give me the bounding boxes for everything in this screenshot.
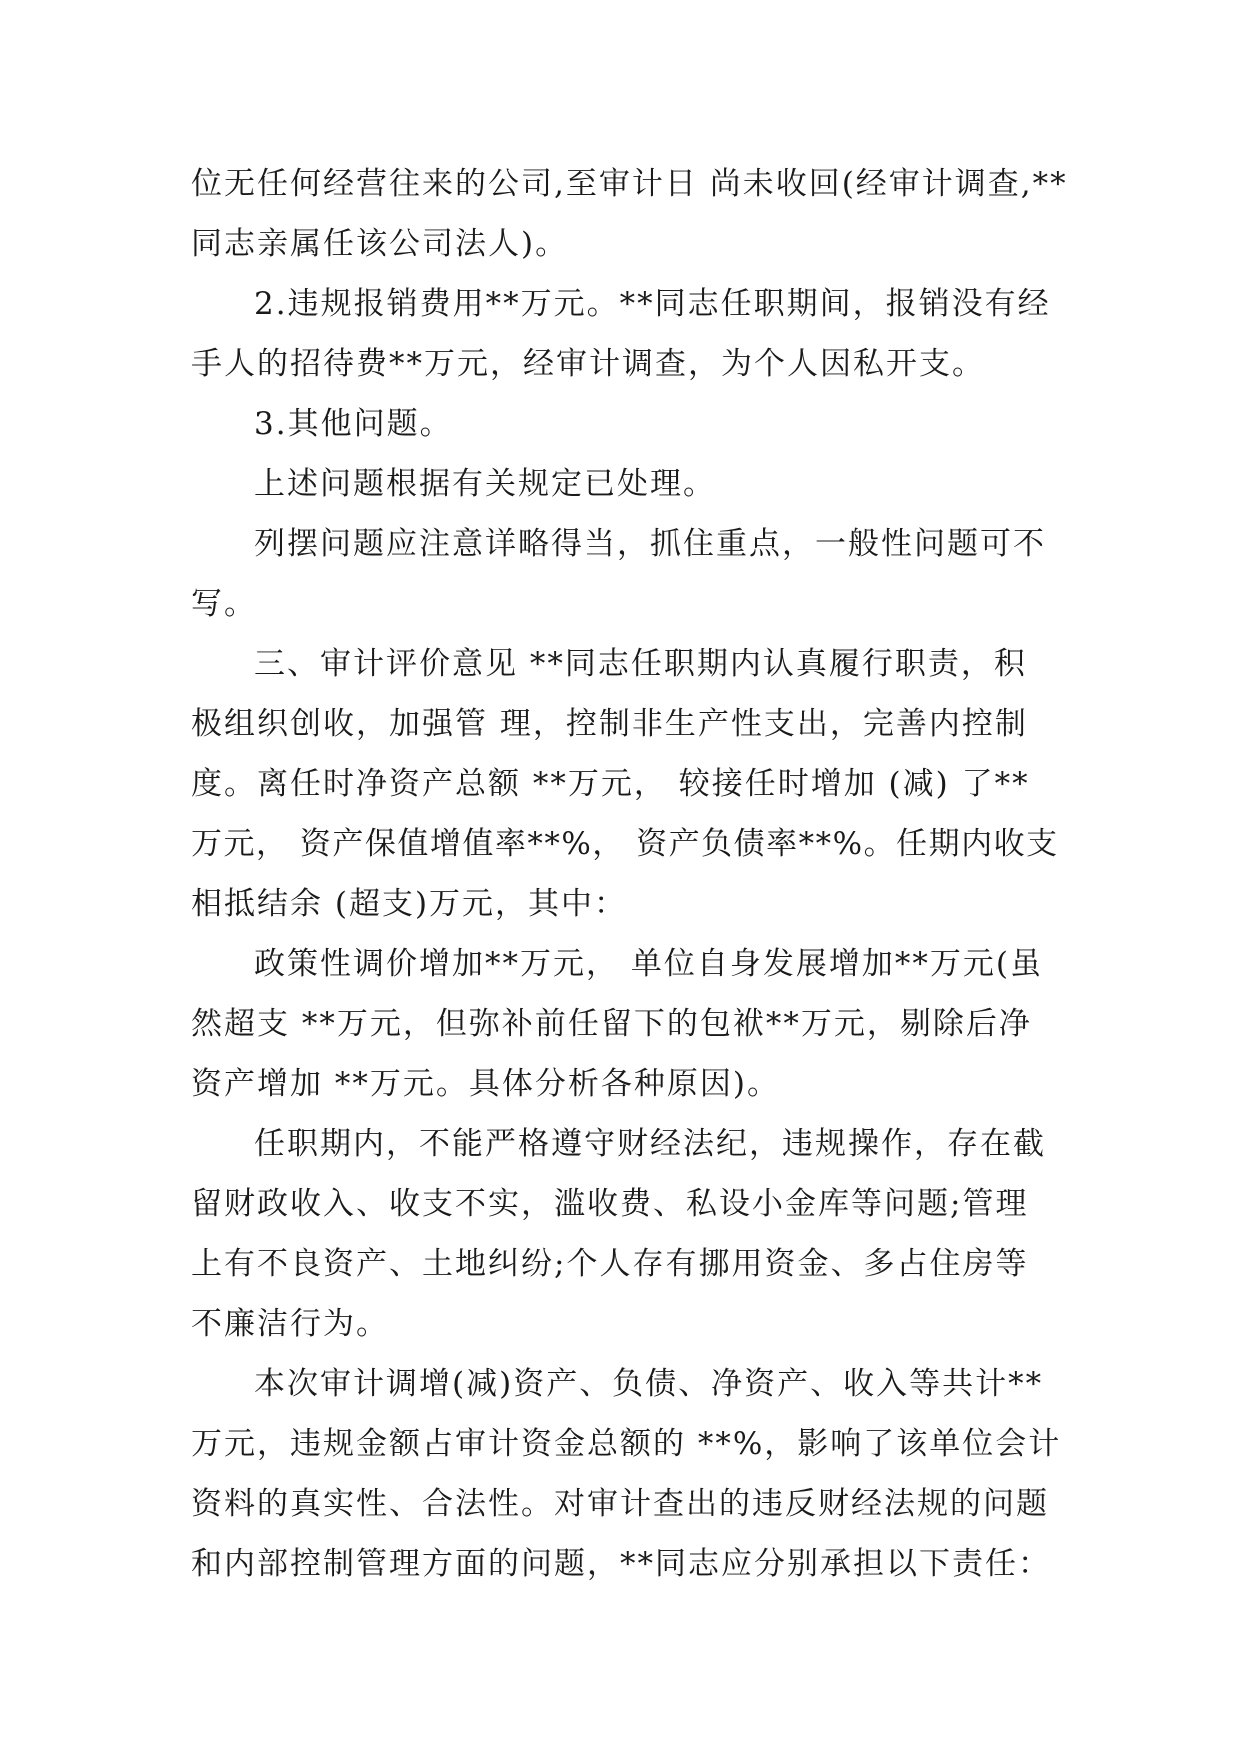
text-line: 万元，违规金额占审计资金总额的 **%，影响了该单位会计 <box>191 1426 1062 1462</box>
text-line: 相抵结余 (超支)万元，其中： <box>191 886 628 922</box>
text-line: 任职期内，不能严格遵守财经法纪，违规操作，存在截 <box>254 1126 1046 1162</box>
text-line: 不廉洁行为。 <box>191 1306 389 1342</box>
text-line: 手人的招待费**万元，经审计调查，为个人因私开支。 <box>191 346 985 382</box>
text-line: 资产增加 **万元。具体分析各种原因)。 <box>191 1066 780 1102</box>
text-line: 本次审计调增(减)资产、负债、净资产、收入等共计** <box>254 1366 1044 1402</box>
text-line: 然超支 **万元，但弥补前任留下的包袱**万元，剔除后净 <box>191 1006 1032 1042</box>
text-line: 极组织创收，加强管 理，控制非生产性支出，完善内控制 <box>191 706 1028 742</box>
text-line: 3.其他问题。 <box>254 406 453 442</box>
text-line: 上述问题根据有关规定已处理。 <box>254 466 716 502</box>
text-line: 同志亲属任该公司法人)。 <box>191 226 569 262</box>
text-line: 资料的真实性、合法性。对审计查出的违反财经法规的问题 <box>191 1486 1049 1522</box>
text-line: 列摆问题应注意详略得当，抓住重点，一般性问题可不 <box>254 526 1046 562</box>
text-line: 位无任何经营往来的公司,至审计日 尚未收回(经审计调查,** <box>191 166 1068 202</box>
text-line: 2.违规报销费用**万元。**同志任职期间，报销没有经 <box>254 286 1051 322</box>
text-line: 万元， 资产保值增值率**%， 资产负债率**%。任期内收支 <box>191 826 1059 862</box>
text-line: 和内部控制管理方面的问题，**同志应分别承担以下责任： <box>191 1546 1051 1582</box>
text-line: 政策性调价增加**万元， 单位自身发展增加**万元(虽 <box>254 946 1043 982</box>
text-line: 写。 <box>191 586 257 622</box>
text-line: 留财政收入、收支不实，滥收费、私设小金库等问题;管理 <box>191 1186 1029 1222</box>
text-line: 上有不良资产、土地纠纷;个人存有挪用资金、多占住房等 <box>191 1246 1029 1282</box>
text-line: 度。离任时净资产总额 **万元， 较接任时增加 (减) 了** <box>191 766 1030 802</box>
text-line: 三、审计评价意见 **同志任职期内认真履行职责，积 <box>254 646 1027 682</box>
